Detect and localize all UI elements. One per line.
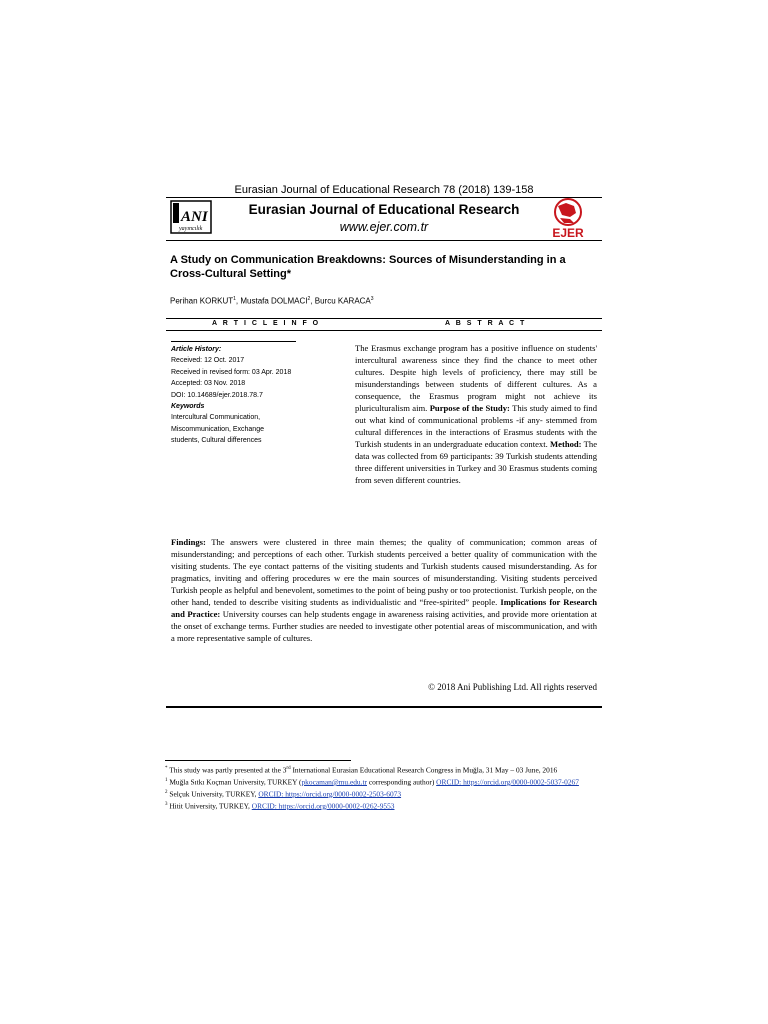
revised-date: Received in revised form: 03 Apr. 2018 [171,368,292,376]
abstract-findings [171,536,597,644]
footnotes [165,764,605,812]
header-rule-top [166,197,602,198]
purpose-label: Purpose of the Study: [429,403,510,413]
author-name: Perihan KORKUT [170,296,234,306]
footnote-rule [165,760,351,761]
doi[interactable]: DOI: 10.14689/ejer.2018.78.7 [171,391,263,399]
method-text: The data was collected from 69 participants: 39 Turkish students attending three different universities in Turkey and 30 Erasmus students coming from seven different countries. [355,439,598,485]
implications-text: University courses can help students engage in awareness raising activities, and provide more orientation at the onset of exchange terms. Further studies are needed to investigate other potential areas of miscommunication, and with a more representative sample of cultures. [171,609,597,643]
findings-label: Findings: [171,537,206,547]
author-affiliation-mark: 3 [370,296,374,302]
implications-label: Implications for Research and Practice: [171,597,597,619]
footnote-3: $^3$ Hitit University, TURKEY, ORCID: https://orcid.org/0000-0002-0262-9553 [165,801,395,811]
paper-title: A Study on Communication Breakdowns: Sources of Misunderstanding in a Cross-Cultural Setting* [170,254,566,280]
abstract-heading: A B S T R A C T [445,320,527,327]
journal-reference: Eurasian Journal of Educational Research 78 (2018) 139-158 [234,184,534,196]
article-history-label: Article History: [171,346,222,353]
ejer-logo [540,197,596,239]
keywords-line: Miscommunication, Exchange [171,425,264,433]
section-rule-bottom [166,330,602,331]
author-separator: , [310,296,315,306]
article-info [171,344,321,447]
findings-text: The answers were clustered in three main themes; the quality of communication; common areas of misunderstanding; and perceptions of each other. Turkish students perceived a better quality of communication with the visiting students. The eye contact patterns of the visiting students and Turkish students caused misunderstanding. As for pragmatics, inviting and offering procedures w ere the main sources of misunderstanding. Visiting students perceived Turkish people as helpful and benevolent, sometimes to the point of being pushy or too protectionist. Turkish people, on the other hand, tended to describe visiting students as individualistic and “free-spirited” people. [171,537,597,607]
journal-url[interactable]: www.ejer.com.tr [339,220,429,234]
footnote-star: * This study was partly presented at the 3rd International Eurasian Educational Research Congress in Muğla, 31 May – 03 June, 2016 [165,765,558,775]
author-affiliation-mark: 1 [233,296,236,302]
journal-name: Eurasian Journal of Educational Research [248,202,520,217]
orcid-link[interactable]: ORCID: https://orcid.org/0000-0002-2503-6073 [258,789,402,799]
keywords-line: Intercultural Communication, [171,414,261,422]
footnote-2: $^2$ Selçuk University, TURKEY, ORCID: https://orcid.org/0000-0002-2503-6073 [165,789,402,799]
ani-logo-text: ANI [181,209,208,225]
abstract-intro: The Erasmus exchange program has a positive influence on students' intercultural awareness since they find the chance to meet other cultures. Despite high levels of proficiency, there may still be misunderstandings between students of different cultures. As a consequence, the Erasmus program might not achieve its pluriculturalism aim. [355,343,597,413]
article-info-rule [171,341,296,342]
received-date: Received: 12 Oct. 2017 [171,357,245,365]
keywords-line: students, Cultural differences [171,437,262,445]
author-separator: , [235,296,241,306]
orcid-link[interactable]: ORCID: https://orcid.org/0000-0002-0262-9553 [251,801,395,811]
author-affiliation-mark: 2 [307,296,311,302]
article-info-heading: A R T I C L E I N F O [212,320,321,327]
footnote-1: $^1$ Muğla Sıtkı Koçman University, TURKEY (pkocaman@mu.edu.tr corresponding author) ORCID: https://orcid.org/0000-0002-5037-0267 [165,777,579,787]
author-list [170,296,590,306]
copyright-notice: © 2018 Ani Publishing Ltd. All rights reserved [428,682,597,692]
author-name: Burcu KARACA [314,296,371,306]
ejer-logo-text: EJER [552,226,584,239]
accepted-date: Accepted: 03 Nov. 2018 [171,380,246,388]
abstract-body [355,342,597,486]
purpose-text: This study aimed to find out what kind of communicational problems -if any- stemmed from cultural differences in the interactions of Erasmus students with the Turkish students in an undergraduate education context. [355,403,597,449]
method-label: Method: [550,439,582,449]
ani-logo-subtext: yayıncılık [179,226,203,232]
abstract-bottom-rule [166,706,602,708]
author-email-link[interactable]: pkocaman@mu.edu.tr [301,777,367,787]
section-rule-top [166,318,602,319]
orcid-link[interactable]: ORCID: https://orcid.org/0000-0002-5037-0267 [436,777,579,787]
keywords-label: Keywords [171,403,205,411]
author-name: Mustafa DOLMACI [240,296,308,306]
header-rule-bottom [166,240,602,241]
